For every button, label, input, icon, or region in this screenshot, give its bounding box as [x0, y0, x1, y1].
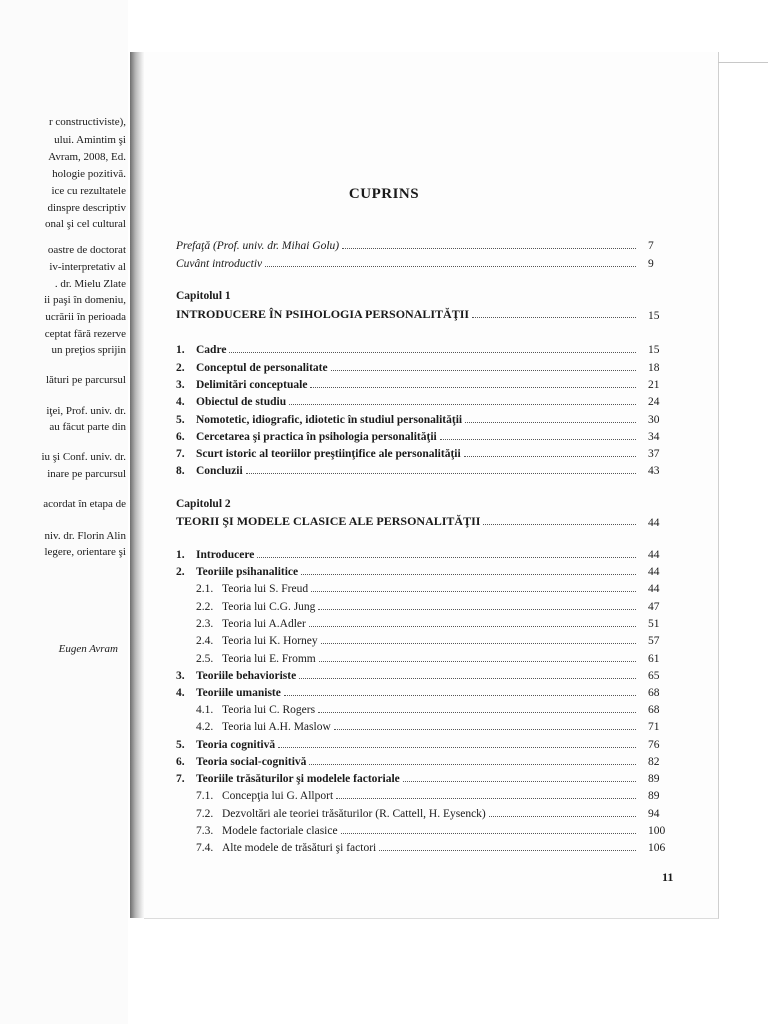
left-page-line: ceptat fără rezerve: [44, 328, 126, 340]
toc-page-number: 44: [648, 517, 660, 529]
toc-entry-text: Modele factoriale clasice: [222, 825, 338, 837]
toc-subentry[interactable]: [196, 582, 638, 597]
leader-dots: [289, 403, 636, 405]
left-facing-page: [0, 0, 128, 1024]
chapter-2-label: Capitolul 2: [176, 498, 231, 510]
page-edge-line: [718, 62, 768, 63]
toc-entry-text: Teoriile psihanalitice: [196, 566, 299, 578]
toc-entry-text: Teoriile umaniste: [196, 687, 281, 699]
page-number: 11: [662, 870, 674, 884]
section-number: 5.: [176, 414, 185, 426]
left-page-line: acordat în etapa de: [43, 498, 126, 510]
section-number: 6.: [176, 756, 185, 768]
toc-page-number: 89: [648, 773, 660, 785]
toc-subentry[interactable]: [196, 720, 638, 735]
section-number: 2.4.: [196, 635, 214, 647]
toc-entry-text: Concluzii: [196, 465, 243, 477]
toc-page-number: 24: [648, 396, 660, 408]
toc-entry-text: Teoria lui A.H. Maslow: [222, 721, 331, 733]
section-number: 1.: [176, 549, 185, 561]
toc-entry-text: Teoria lui S. Freud: [222, 583, 309, 595]
toc-entry-text: Teoria lui C.G. Jung: [222, 601, 316, 613]
left-page-line: dinspre descriptiv: [47, 202, 126, 214]
section-number: 7.1.: [196, 790, 214, 802]
toc-entry[interactable]: [176, 755, 638, 770]
leader-dots: [465, 421, 636, 423]
left-page-line: iv-interpretativ al: [49, 261, 126, 273]
toc-page-number: 15: [648, 344, 660, 356]
toc-page-number: 89: [648, 790, 660, 802]
chapter-1-label: Capitolul 1: [176, 290, 231, 302]
section-number: 7.3.: [196, 825, 214, 837]
toc-entry[interactable]: [176, 361, 638, 376]
section-number: 2.2.: [196, 601, 214, 613]
left-page-line: ucrării în perioada: [45, 311, 126, 323]
toc-page-number: 106: [648, 842, 666, 854]
chapter-1-title[interactable]: [176, 307, 638, 322]
left-page-line: legere, orientare şi: [44, 546, 126, 558]
toc-entry-text: Teoria lui A.Adler: [222, 618, 306, 630]
leader-dots: [309, 763, 636, 765]
toc-entry-text: Teoria lui E. Fromm: [222, 653, 316, 665]
section-number: 3.: [176, 670, 185, 682]
toc-subentry[interactable]: [196, 807, 638, 822]
leader-dots: [321, 642, 636, 644]
toc-page-number: 15: [648, 310, 660, 322]
toc-entry-text: Teoriile behavioriste: [196, 670, 297, 682]
toc-page-number: 34: [648, 431, 660, 443]
toc-entry[interactable]: [176, 738, 638, 753]
toc-entry[interactable]: [176, 395, 638, 410]
left-page-line: ului. Amintim şi: [54, 134, 126, 146]
toc-entry[interactable]: [176, 430, 638, 445]
toc-entry-text: Dezvoltări ale teoriei trăsăturilor (R. Cattell, H. Eysenck): [222, 808, 486, 820]
section-number: 2.: [176, 566, 185, 578]
section-number: 2.: [176, 362, 185, 374]
left-page-line: inare pe parcursul: [47, 468, 126, 480]
section-number: 2.1.: [196, 583, 214, 595]
leader-dots: [341, 832, 636, 834]
toc-entry-text: Introducere: [196, 549, 255, 561]
left-page-line: niv. dr. Florin Alin: [44, 530, 126, 542]
left-page-line: ice cu rezultatele: [51, 185, 126, 197]
leader-dots: [301, 573, 636, 575]
toc-entry[interactable]: [176, 565, 638, 580]
toc-page-number: 68: [648, 687, 660, 699]
left-page-line: au făcut parte din: [49, 421, 126, 433]
section-number: 6.: [176, 431, 185, 443]
toc-page-number: 44: [648, 583, 660, 595]
left-page-line: lături pe parcursul: [45, 374, 126, 386]
toc-page-number: 7: [648, 240, 654, 252]
left-page-line: iu şi Conf. univ. dr.: [41, 451, 126, 463]
toc-page-number: 82: [648, 756, 660, 768]
toc-page-number: 37: [648, 448, 660, 460]
toc-page-number: 94: [648, 808, 660, 820]
toc-subentry[interactable]: [196, 617, 638, 632]
left-page-line: Avram, 2008, Ed.: [48, 151, 126, 163]
toc-entry-text: Cadre: [196, 344, 227, 356]
toc-entry-text: Obiectul de studiu: [196, 396, 287, 408]
toc-subentry[interactable]: [196, 789, 638, 804]
toc-entry[interactable]: [176, 548, 638, 563]
leader-dots: [310, 386, 636, 388]
toc-entry[interactable]: [176, 464, 638, 479]
leader-dots: [379, 849, 636, 851]
left-page-line: ii paşi în domeniu,: [44, 294, 126, 306]
leader-dots: [403, 780, 636, 782]
toc-page-number: 61: [648, 653, 660, 665]
leader-dots: [257, 556, 636, 558]
toc-page-number: 100: [648, 825, 666, 837]
section-number: 5.: [176, 739, 185, 751]
toc-page-number: 51: [648, 618, 660, 630]
leader-dots: [246, 472, 636, 474]
author-signature: Eugen Avram: [58, 643, 118, 655]
left-page-line: hologie pozitivă.: [52, 168, 126, 180]
section-number: 3.: [176, 379, 185, 391]
leader-dots: [309, 625, 636, 627]
toc-entry-text: Delimitări conceptuale: [196, 379, 308, 391]
book-binding-shadow: [130, 52, 144, 918]
toc-page-number: 44: [648, 566, 660, 578]
toc-page-number: 9: [648, 258, 654, 270]
left-page-line: iţei, Prof. univ. dr.: [46, 405, 126, 417]
toc-subentry[interactable]: [196, 841, 638, 856]
section-number: 4.1.: [196, 704, 214, 716]
toc-entry-text: Prefaţă (Prof. univ. dr. Mihai Golu): [176, 240, 340, 252]
leader-dots: [319, 660, 636, 662]
toc-page-number: 30: [648, 414, 660, 426]
chapter-title-text: INTRODUCERE ÎN PSIHOLOGIA PERSONALITĂŢII: [176, 307, 470, 321]
leader-dots: [318, 711, 636, 713]
toc-entry-text: Cercetarea şi practica în psihologia personalităţii: [196, 431, 437, 443]
toc-entry-text: Concepţia lui G. Allport: [222, 790, 334, 802]
toc-entry[interactable]: [176, 447, 638, 462]
leader-dots: [472, 316, 636, 318]
toc-entry-text: Teoria social-cognitivă: [196, 756, 307, 768]
toc-page-number: 71: [648, 721, 660, 733]
leader-dots: [483, 523, 636, 525]
leader-dots: [318, 608, 636, 610]
toc-entry[interactable]: [176, 686, 638, 701]
section-number: 2.3.: [196, 618, 214, 630]
toc-entry-text: Teoria lui C. Rogers: [222, 704, 316, 716]
toc-page-number: 44: [648, 549, 660, 561]
section-number: 7.4.: [196, 842, 214, 854]
toc-entry[interactable]: [176, 413, 638, 428]
section-number: 4.: [176, 687, 185, 699]
leader-dots: [331, 369, 636, 371]
toc-entry-text: Teoria lui K. Horney: [222, 635, 318, 647]
toc-entry-preface[interactable]: [176, 239, 638, 254]
toc-entry-intro-word[interactable]: [176, 257, 638, 272]
toc-page-number: 57: [648, 635, 660, 647]
leader-dots: [464, 455, 636, 457]
leader-dots: [336, 797, 636, 799]
toc-subentry[interactable]: [196, 652, 638, 667]
leader-dots: [299, 677, 636, 679]
leader-dots: [278, 746, 636, 748]
leader-dots: [229, 351, 636, 353]
leader-dots: [284, 694, 636, 696]
toc-entry-text: Teoria cognitivă: [196, 739, 276, 751]
left-page-line: oastre de doctorat: [47, 244, 126, 256]
section-number: 2.5.: [196, 653, 214, 665]
section-number: 7.2.: [196, 808, 214, 820]
chapter-title-text: TEORII ŞI MODELE CLASICE ALE PERSONALITĂŢII: [176, 514, 481, 528]
left-page-line: . dr. Mielu Zlate: [54, 278, 126, 290]
toc-entry-text: Teoriile trăsăturilor şi modelele factoriale: [196, 773, 400, 785]
leader-dots: [440, 438, 636, 440]
section-number: 7.: [176, 448, 185, 460]
toc-subentry[interactable]: [196, 600, 638, 615]
left-page-line: r constructiviste),: [49, 116, 126, 128]
section-number: 8.: [176, 465, 185, 477]
toc-entry-text: Scurt istoric al teoriilor preştiinţifice ale personalităţii: [196, 448, 461, 460]
toc-page-number: 76: [648, 739, 660, 751]
toc-entry[interactable]: [176, 669, 638, 684]
toc-entry[interactable]: [176, 378, 638, 393]
section-number: 4.2.: [196, 721, 214, 733]
toc-entry-text: Conceptul de personalitate: [196, 362, 328, 374]
toc-page-number: 18: [648, 362, 660, 374]
section-number: 1.: [176, 344, 185, 356]
leader-dots: [265, 265, 636, 267]
toc-entry-text: Cuvânt introductiv: [176, 258, 263, 270]
leader-dots: [311, 590, 636, 592]
leader-dots: [334, 728, 636, 730]
chapter-2-title[interactable]: [176, 514, 638, 529]
toc-page-number: 21: [648, 379, 660, 391]
toc-page-number: 43: [648, 465, 660, 477]
toc-subentry[interactable]: [196, 824, 638, 839]
leader-dots: [489, 815, 636, 817]
section-number: 4.: [176, 396, 185, 408]
left-page-line: onal şi cel cultural: [45, 218, 126, 230]
section-number: 7.: [176, 773, 185, 785]
toc-page-number: 47: [648, 601, 660, 613]
leader-dots: [342, 247, 636, 249]
toc-entry[interactable]: [176, 772, 638, 787]
toc-entry[interactable]: [176, 343, 638, 358]
toc-entry-text: Nomotetic, idiografic, idiotetic în studiul personalităţii: [196, 414, 463, 426]
left-page-line: un preţios sprijin: [51, 344, 126, 356]
toc-entry-text: Alte modele de trăsături şi factori: [222, 842, 377, 854]
toc-page-number: 65: [648, 670, 660, 682]
toc-subentry[interactable]: [196, 634, 638, 649]
toc-title: CUPRINS: [348, 186, 420, 202]
toc-subentry[interactable]: [196, 703, 638, 718]
toc-page-number: 68: [648, 704, 660, 716]
